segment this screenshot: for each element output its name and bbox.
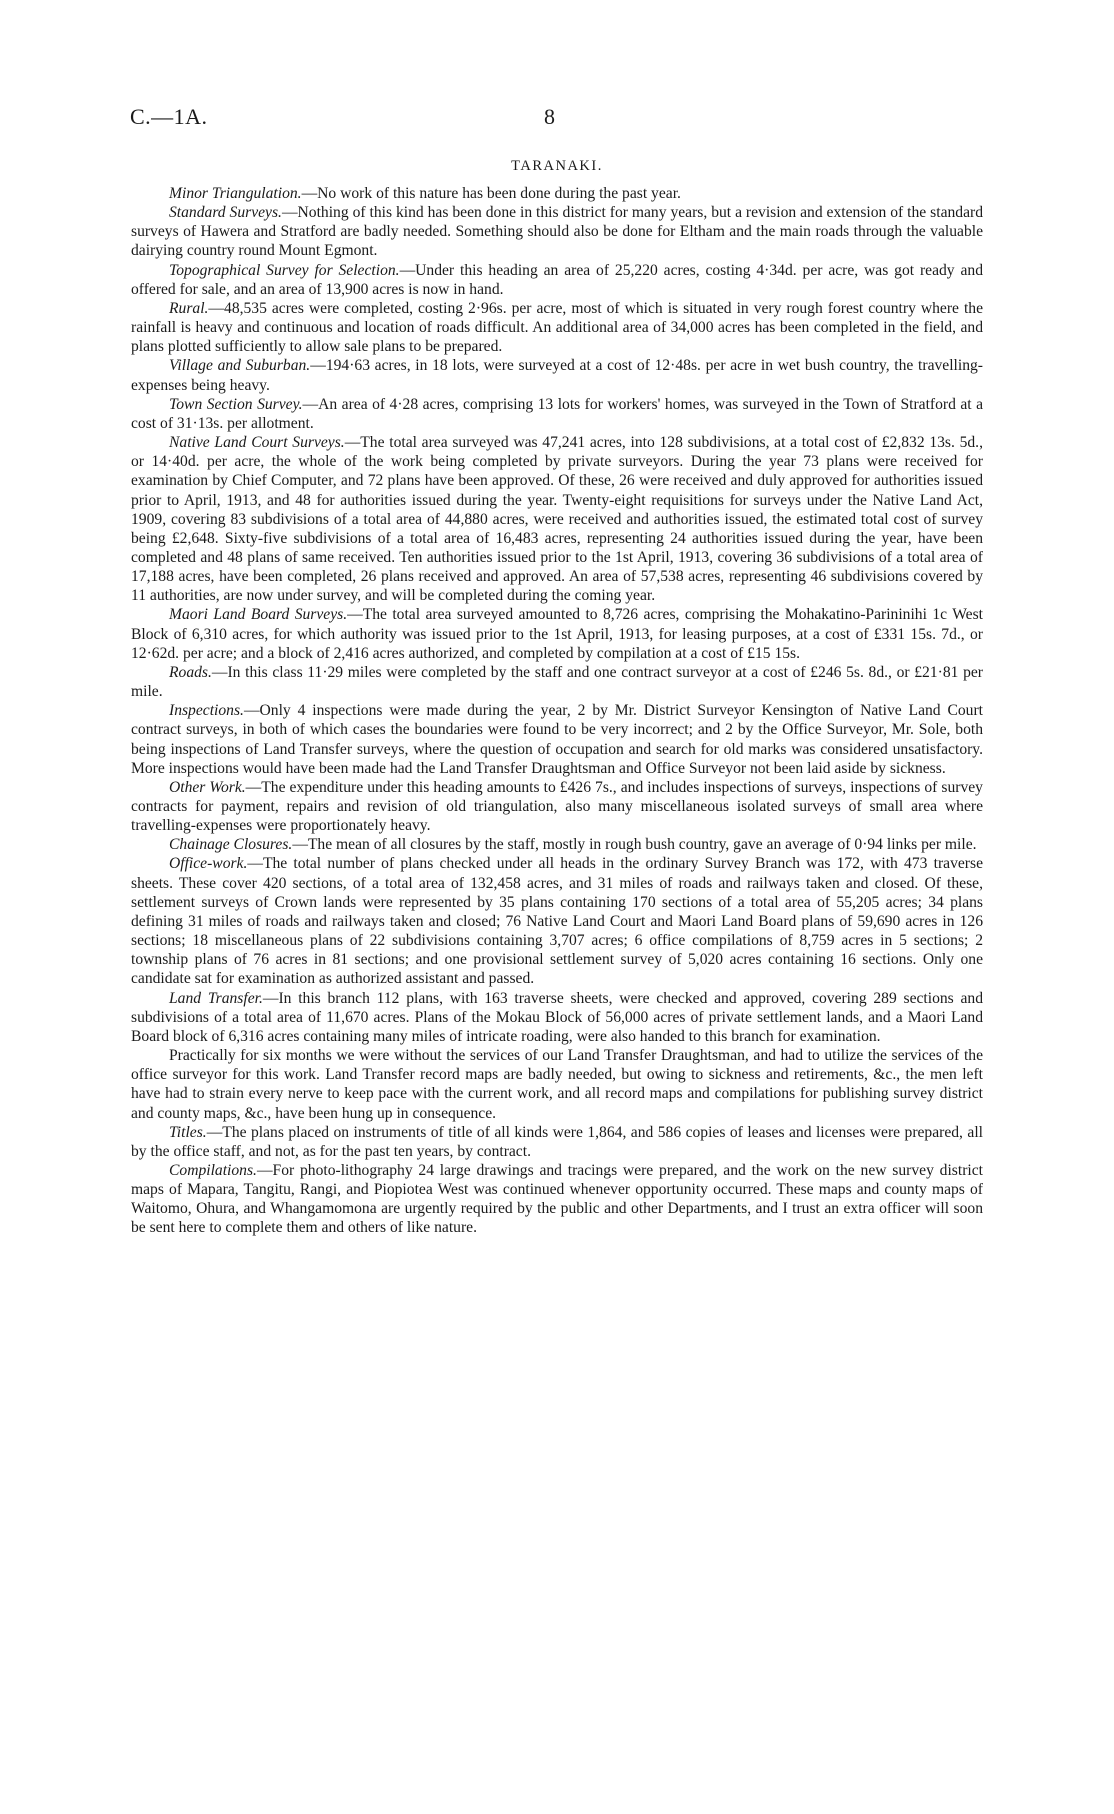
- paragraph-text: —The total number of plans checked under all heads in the ordinary Survey Branch was 172, with 473 traverse sheets. These cover 420 sections, of a total area of 132,458 acres, and 31 miles of roads and railways taken and closed. Of these, settlement surveys of Crown lands were represented by 35 plans containing 170 sections of a total area of 55,205 acres; 34 plans defining 31 miles of roads and railways taken and closed; 76 Native Land Court and Maori Land Board plans of 59,690 acres in 126 sections; 18 miscellaneous plans of 22 subdivisions containing 3,707 acres; 6 office compilations of 8,759 acres in 5 sections; 2 township plans of 76 acres in 81 sections; and one provisional settlement survey of 5,020 acres containing 16 sections. Only one candidate sat for examination as authorized assistant and passed.: [131, 855, 983, 988]
- paragraph-heading: Titles.: [169, 1123, 207, 1141]
- paragraph-standard-surveys: [131, 203, 983, 260]
- paragraph-village-suburban: [131, 356, 983, 394]
- page-number: 8: [544, 104, 555, 129]
- paragraph-roads: [131, 663, 983, 701]
- paragraph-heading: Standard Surveys.: [169, 204, 282, 222]
- paragraph-text: —An area of 4·28 acres, comprising 13 lots for workers' homes, was surveyed in the Town of Stratford at a cost of 31·13s. per allotment.: [131, 395, 984, 432]
- paragraph-other-work: [131, 778, 983, 835]
- paragraph-text: Practically for six months we were without the services of our Land Transfer Draughtsman, and had to utilize the services of the office surveyor for this work. Land Transfer record maps are badly needed, but owing to sickness and retirements, &c., the men left have had to strain every nerve to keep pace with the current work, and all record maps and compilations for publishing survey district and county maps, &c., have been hung up in consequence.: [131, 1047, 983, 1122]
- paragraph-heading: Town Section Survey.: [169, 395, 303, 413]
- paragraph-minor-triangulation: [131, 184, 983, 203]
- paragraph-heading: Other Work.: [169, 778, 246, 796]
- document-body: [131, 184, 983, 1238]
- paragraph-inspections: [131, 701, 983, 778]
- paragraph-native-land-court: [131, 433, 983, 605]
- paragraph-text: —The total area surveyed was 47,241 acres, into 128 subdivisions, at a total cost of £2,832 13s. 5d., or 14·40d. per acre, the whole of the work being completed by private surveyors. During the year 73 plans were received for examination by Chief Computer, and 72 plans have been approved. Of these, 26 were received and duly approved for authorities issued prior to April, 1913, and 48 for authorities issued during the year. Twenty-eight requisitions for surveys under the Native Land Act, 1909, covering 83 subdivisions of a total area of 44,880 acres, were received and authorities issued, the estimated total cost of survey being £2,648. Sixty-five subdivisions of a total area of 16,483 acres, representing 24 authorities issued during the year, have been completed and 48 plans of same received. Ten authorities issued prior to the 1st April, 1913, covering 36 subdivisions of a total area of 17,188 acres, have been completed, 26 plans received and approved. An area of 57,538 acres, representing 46 subdivisions covered by 11 authorities, are now under survey, and will be completed during the coming year.: [131, 434, 983, 605]
- paragraph-text: —Only 4 inspections were made during the year, 2 by Mr. District Surveyor Kensington of Native Land Court contract surveys, in both of which cases the boundaries were found to be very incorrect; and 2 by the Office Surveyor, Mr. Sole, both being inspections of Land Transfer surveys, where the question of occupation and search for old marks was considered unsatisfactory. More inspections would have been made had the Land Transfer Draughtsman and Office Surveyor not been laid aside by sickness.: [131, 702, 983, 777]
- paragraph-heading: Inspections.: [169, 702, 244, 720]
- paragraph-heading: Minor Triangulation.: [169, 185, 302, 202]
- paragraph-heading: Rural.: [169, 299, 209, 317]
- page-header: [0, 104, 1114, 134]
- section-title: TARANAKI.: [511, 158, 603, 174]
- paragraph-text: —194·63 acres, in 18 lots, were surveyed at a cost of 12·48s. per acre in wet bush country, the travelling-expenses being heavy.: [131, 357, 983, 394]
- paragraph-heading: Native Land Court Surveys.: [169, 434, 345, 452]
- paragraph-topographical-survey: [131, 261, 983, 299]
- paragraph-heading: Maori Land Board Surveys.: [169, 606, 348, 624]
- paragraph-maori-land-board: [131, 605, 983, 662]
- paragraph-heading: Village and Suburban.: [169, 357, 311, 375]
- paragraph-text: —Under this heading an area of 25,220 acres, costing 4·34d. per acre, was got ready and offered for sale, and an area of 13,900 acres is now in hand.: [131, 261, 983, 298]
- paragraph-land-transfer-continued: [131, 1046, 983, 1123]
- paragraph-text: —The expenditure under this heading amounts to £426 7s., and includes inspections of surveys, inspections of survey contracts for payment, repairs and revision of old triangulation, also many miscellaneous isolated surveys of small area where travelling-expenses were proportionately heavy.: [131, 778, 983, 835]
- paragraph-titles: [131, 1123, 983, 1161]
- paragraph-text: —In this class 11·29 miles were completed by the staff and one contract surveyor at a cost of £246 5s. 8d., or £21·81 per mile.: [131, 663, 983, 701]
- paragraph-heading: Roads.: [169, 663, 212, 681]
- paragraph-heading: Topographical Survey for Selection.: [169, 261, 400, 279]
- paragraph-heading: Chainage Closures.: [169, 836, 293, 854]
- paragraph-text: —In this branch 112 plans, with 163 traverse sheets, were checked and approved, covering 289 sections and subdivisions of a total area of 11,670 acres. Plans of the Mokau Block of 56,000 acres of private settlement lands, and a Maori Land Board block of 6,316 acres containing many miles of intricate roading, were also handed to this branch for examination.: [131, 989, 984, 1045]
- paragraph-heading: Office-work.: [169, 855, 248, 873]
- paragraph-chainage-closures: [131, 835, 983, 854]
- paragraph-text: —The mean of all closures by the staff, mostly in rough bush country, gave an average of 0·94 links per mile.: [292, 836, 977, 854]
- paragraph-land-transfer: [131, 989, 983, 1046]
- paragraph-compilations: [131, 1161, 983, 1238]
- paragraph-heading: Land Transfer.: [169, 989, 263, 1007]
- paragraph-town-section-survey: [131, 395, 983, 433]
- paragraph-office-work: [131, 854, 983, 988]
- paragraph-text: —Nothing of this kind has been done in this district for many years, but a revision and extension of the standard surveys of Hawera and Stratford are badly needed. Something should also be done for Eltham and the main roads through the valuable dairying country round Mount Egmont.: [131, 204, 983, 260]
- paragraph-text: —The plans placed on instruments of title of all kinds were 1,864, and 586 copies of leases and licenses were prepared, all by the office staff, and not, as for the past ten years, by contract.: [131, 1123, 983, 1160]
- paragraph-text: —48,535 acres were completed, costing 2·96s. per acre, most of which is situated in very rough forest country where the rainfall is heavy and continuous and location of roads difficult. An additional area of 34,000 acres has been completed in the field, and plans plotted sufficiently to allow sale plans to be prepared.: [131, 299, 983, 356]
- paragraph-text: —No work of this nature has been done during the past year.: [301, 185, 681, 202]
- document-reference: C.—1A.: [130, 104, 208, 129]
- paragraph-rural: [131, 299, 983, 356]
- paragraph-heading: Compilations.: [169, 1161, 257, 1179]
- paragraph-text: —The total area surveyed amounted to 8,726 acres, comprising the Mohakatino-Parininihi 1c West Block of 6,310 acres, for which authority was issued prior to the 1st April, 1913, for leasing purposes, at a cost of £331 15s. 7d., or 12·62d. per acre; and a block of 2,416 acres authorized, and completed by compilation at a cost of £15 15s.: [131, 606, 983, 662]
- paragraph-text: —For photo-lithography 24 large drawings and tracings were prepared, and the work on the new survey district maps of Mapara, Tangitu, Rangi, and Piopiotea West was continued whenever opportunity occurred. These maps and county maps of Waitomo, Ohura, and Whangamomona are urgently required by the public and other Departments, and I trust an extra officer will soon be sent here to complete them and others of like nature.: [131, 1161, 983, 1237]
